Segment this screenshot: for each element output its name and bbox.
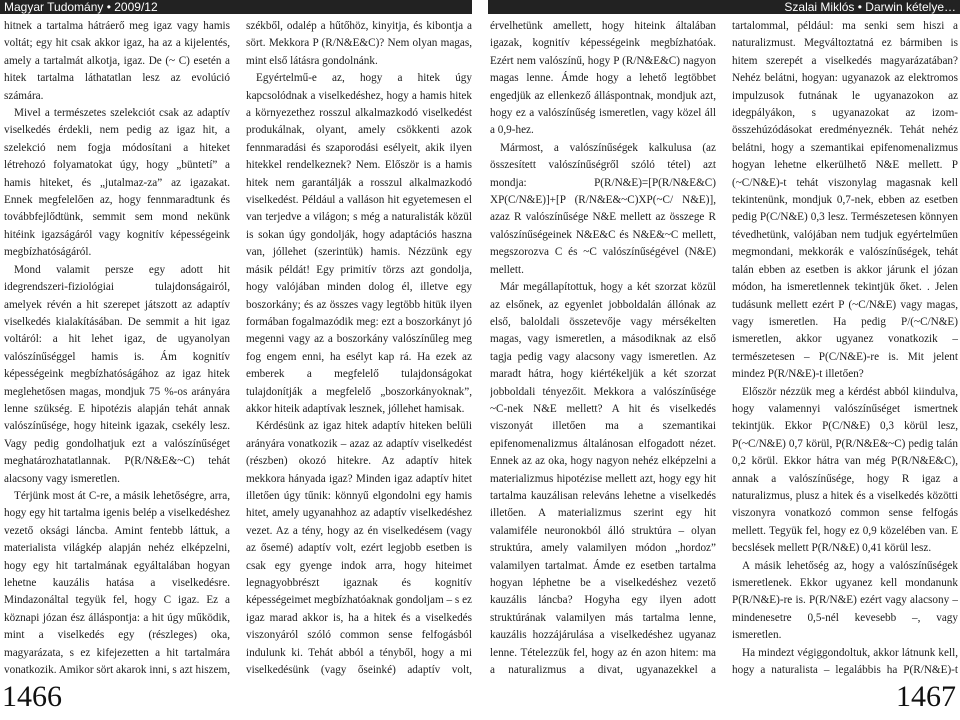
paragraph: A másik lehetőség az, hogy a valószínűségek ismeretlenek. Ekkor ugyanez kell mondanunk P(R/N&E)-re is. P(R/N&E) ezért vagy alacsony – mindenesetre 0,5-nél kevesebb –, vagy ismeretlen.	[732, 559, 958, 642]
running-header-left	[0, 0, 472, 14]
running-header-right	[488, 0, 960, 14]
header-left-text: Magyar Tudomány • 2009/12	[4, 0, 158, 14]
page-number-right: 1467	[896, 680, 956, 713]
paragraph: Egyértelmű-e az, hogy a hitek úgy kapcsolódnak a viselkedéshez, hogy a hamis hitek a környezethez rosszul alkalmazkodó viselkedést produkálnak, olyant, amely csökkenti azok fennmaradási és szaporodási esélyeit, akik ilyen hitekkel rendelkeznek? Nem. Először is a hamis hitek nem garantálják a rosszul alkalmazkodó viselkedést. Például a valláson hit egyetemesen el van terjedve a világon; s még a naturalisták közül is sokan úgy gondolják, hogy adaptációs haszna van, jóllehet (szerintük) hamis. Nézzünk egy másik példát! Egy primitív törzs azt gondolja, hogy valójában minden dolog él, illetve egy boszorkány; és az összes vagy legtöbb hitük ilyen formában fogalmazódik meg: ezt a boszorkányt jó megenni vagy az a boszorkány valószínűleg meg fog engem enni, ha esélyt kap rá. Ha ezek az emberek a megfelelő tulajdonságokat tulajdonítják a megfelelő „boszorkányoknak”, akkor hiteik adaptívak lesznek, jóllehet hamisak.	[246, 72, 472, 415]
paragraph: Mond valamit persze egy adott hit idegrendszeri-fiziológiai tulajdonságairól, amelyek révén a hit szerepet játszott az adaptív viselkedés kialakításában. De semmit a hit igaz voltáról: a hit lehet igaz, de ugyanolyan valószínűséggel hamis is. Ám kognitív képességeink megbízhatóságához az igaz hitek meglehetősen magas, mondjuk 75 %-os arányára lenne szükség. E hipotézis alapján tehát annak valószínűsége, hogy hiteink igazak, csekély lesz. Vagy pedig gondolhatjuk ezt a valószínűséget meghatározhatatlannak. P(R/N&E&~C) tehát alacsony vagy ismeretlen.	[4, 263, 230, 485]
text-column-3	[490, 18, 716, 678]
paragraph: székből, odalép a hűtőhöz, kinyitja, és kibontja a sört. Mekkora P (R/N&E&C)? Nem olyan magas, mint első látásra gondolnánk.	[246, 20, 472, 67]
paragraph: érvelhetünk amellett, hogy hiteink általában igazak, kognitív képességeink megbízhatóak. Ezért nem valószínű, hogy P (R/N&E&C) nagyon magas lenne. Ámde hogy a lehető legtöbbet engedjük az ellenkező álláspontnak, mondjuk azt, hogy ez a valószínűség ismeretlen, vagy közel áll a 0,9-hez.	[490, 20, 716, 137]
paragraph: Már megállapítottuk, hogy a két szorzat közül az elsőnek, az egyenlet jobboldalán állónak az első, baloldali összetevője vagy mérsékelten magas, vagy ismeretlen, a másodiknak az első tagja pedig vagy alacsony vagy ismeretlen. Az maradt hátra, hogy kiértékeljük a két szorzat jobboldali tényezőit. Mekkora a valószínűsége ~C-nek N&E mellett? A hit és viselkedés viszonyát illetően ma a szemantikai epifenomenalizmus általánosan elfogadott nézet. Ennek az az oka, hogy nagyon nehéz elképzelni a materializmus hipotézise mellett azt, hogy egy hit tartalma kauzálisan releváns lehetne a viselkedés illetően. A materializmus szerint egy hit valamiféle neuronokból álló struktúra – olyan struktúra, amely valamilyen módon „hordoz” valamilyen tartalmat. Ámde ez esetben tartalma hogyan léphetne be a viselkedéshez vezető kauzális láncba? Hogyha egy ilyen adott struktúrának valamilyen más tartalma lenne, kauzális hozzájárulása a viselkedéshez ugyanaz lenne. Tételezzük fel, hogy az én azon hitem: ma a naturalizmus a divat, ugyanazekkel a	[490, 281, 716, 677]
paragraph: Először nézzük meg a kérdést abból kiindulva, hogy valamennyi valószínűséget ismertnek tekintjük. Ekkor P(C/N&E) 0,3 körül lesz, P(~C/N&E) 0,7 körül, P(R/N&E&~C) pedig talán 0,2 körül. Ekkor hátra van még P(R/N&E&C), annak a valószínűsége, hogy R igaz a naturalizmus, plusz a hitek és a viselkedés közötti viszonyra vonatkozó common sense felfogás mellett. Tegyük fel, hogy ez 0,9 közelében van. E becslések mellett P(R/N&E) 0,41 körül lesz.	[732, 385, 958, 555]
paragraph: hitnek a tartalma hátráerő meg igaz vagy hamis voltát; egy hit csak akkor igaz, ha az a kijelentés, amely a tartalmát alkotja, igaz. De (~ C) esetén a hitek tartalma láthatatlan lesz az evolúció számára.	[4, 20, 230, 102]
text-column-4	[732, 18, 958, 678]
paragraph: Ha mindezt végiggondoltuk, akkor látnunk kell, hogy a naturalista – legalábbis ha P(R/N&E)-t	[732, 646, 958, 677]
paragraph: Mármost, a valószínűségek kalkulusa (az összesített valószínűségről szóló tétel) azt mondja: P(R/N&E)=[P(R/N&E&C) XP(C/N&E)]+[P (R/N&E&~C)XP(~C/ N&E)], azaz R valószínűsége N&E mellett az összege R valószínűségeinek N&E&C és N&E&~C mellett, megszorozva C és ~C valószínűségével (N&E) mellett.	[490, 141, 716, 276]
header-right-text: Szalai Miklós • Darwin kételye…	[784, 0, 956, 14]
text-column-1	[4, 18, 230, 678]
paragraph: Térjünk most át C-re, a másik lehetőségre, arra, hogy egy hit tartalma igenis belép a viselkedéshez vezető oksági láncba. Amint fentebb láttuk, a materialista világkép alapján nehéz elképzelni, hogy egy hit tartalmának egyáltalában hogyan lehetne kauzális hatása a viselkedésre. Mindazonáltal tegyük fel, hogy C igaz. Ez a köznapi józan ész álláspontja: a hit úgy működik, mint a viselkedés egy (részleges) oka, magyarázata, s ez kifejezetten a hit tartalmára vonatkozik. Amikor sört akarok inni, s azt hiszem,	[4, 489, 230, 677]
paragraph: Mivel a természetes szelekciót csak az adaptív viselkedés érdekli, nem pedig az igaz hit, a szelekció nem fogja módosítani a hiteket létrehozó folyamatokat úgy, hogy „büntetí” a hamis hiteket, és „jutalmaz-za” az igazakat. Ennek megfelelően az, hogy fennmaradtunk és továbbfejlődtünk, semmit sem mond nekünk hitéink igazságáról vagy kognitív képességeink megbízhatóságáról.	[4, 107, 230, 259]
paragraph: Kérdésünk az igaz hitek adaptív hiteken belüli arányára vonatkozik – azaz az adaptív viselkedést (részben) okozó hitekre. Az adaptív hitek mekkora hányada igaz? Minden igaz adaptív hitet illetően úgy tűnik: könnyű elgondolni egy hamis hitet, amely ugyanahhoz az adaptív viselkedéshez vezet. Az a tény, hogy az én viselkedésem (vagy az ősemé) adaptív volt, ezért legjobb esetben is csak egy gyenge indok arra, hogy hiteimet legnagyobbrészt igaznak és kognitív képességeimet megbízhatóaknak gondoljam – s ez igaz marad akkor is, ha a hitek és a viselkedés viszonyáról szóló common sense felfogásból indulunk ki. Tehát abból a tényből, hogy a mi viselkedésünk (vagy őseinké) adaptív volt,	[246, 420, 472, 677]
paragraph: tartalommal, például: ma senki sem hiszi a naturalizmust. Megváltoztatná ez bármiben is hitem szerepét a viselkedés magyarázatában? Nehéz belátni, hogyan: ugyanazok az elektromos impulzusok futnának le ugyanazokon az idegpályákon, s ugyanazokat az izom-összehúzódásokat eredményeznék. Tehát nehéz belátni, hogy a szemantikai epifenomenalizmus hogyan lehetne elkerülhető N&E mellett. P (~C/N&E)-t tehát viszonylag magasnak kell tekintenünk, mondjuk 0,7-nek, ebben az esetben pedig P(C/N&E) 0,3 lesz. Természetesen könnyen tévedhetünk, valójában nem tudjuk egyértelműen megmondani, mekkorák e valószínűségek, tehát talán ebben az esetben is akkor járunk el józan módon, ha ismeretlennek tekintjük őket. . Jelen tudásunk mellett ezért P (~C/N&E) vagy magas, vagy ismeretlen. Ha pedig P/(~C/N&E) ismeretlen, akkor ugyanez vonatkozik – természetesen – P(C/N&E)-re is. Mit jelent mindez P(R/N&E)-t illetően?	[732, 20, 958, 381]
page-number-left: 1466	[2, 680, 62, 713]
text-column-2	[246, 18, 472, 678]
